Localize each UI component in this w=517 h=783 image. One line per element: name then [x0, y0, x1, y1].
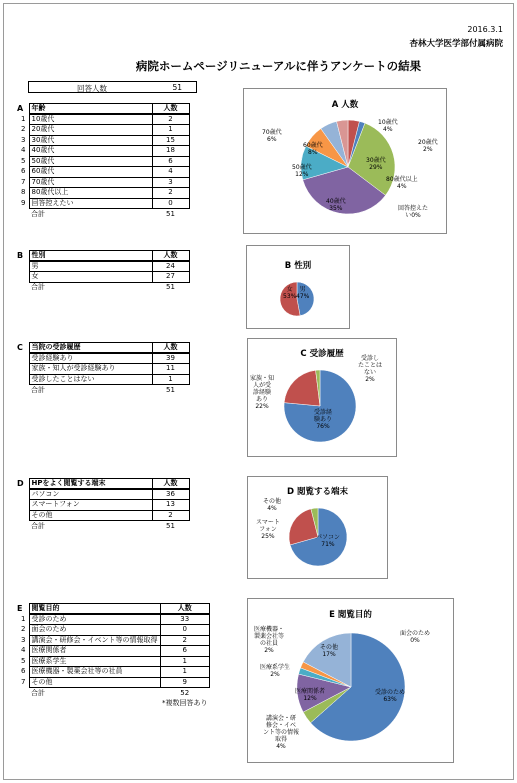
section-table-c — [18, 342, 190, 395]
row-label: 回答控えたい — [29, 198, 152, 209]
chart-e-label: 受診のため 63% — [375, 689, 406, 703]
table-row — [18, 500, 189, 511]
row-value: 9 — [160, 677, 210, 688]
row-value: 27 — [152, 272, 189, 283]
count-header: 人数 — [152, 104, 189, 115]
row-index: 6 — [21, 167, 26, 176]
chart-a-label: 10歳代 4% — [378, 119, 398, 133]
table-row — [18, 177, 189, 188]
row-label: 受診経験あり — [29, 353, 152, 364]
table-row — [18, 656, 210, 667]
count-header: 人数 — [152, 251, 189, 262]
table-row — [18, 625, 210, 636]
total-value: 51 — [166, 385, 175, 394]
row-value: 1 — [160, 667, 210, 678]
row-label: 50歳代 — [29, 156, 152, 167]
row-label: 家族・知人が受診経験あり — [29, 364, 152, 375]
chart-a-label: 50歳代 12% — [292, 164, 312, 178]
row-index: 7 — [21, 177, 26, 186]
total-label: 合計 — [31, 688, 45, 697]
chart-b-title: B 性別 — [284, 261, 312, 271]
table-header: 年齢 — [29, 104, 152, 115]
row-index: 6 — [21, 667, 26, 676]
row-index: 9 — [21, 198, 26, 207]
row-value: 1 — [160, 656, 210, 667]
table-row — [18, 167, 189, 178]
row-label: 女 — [29, 272, 152, 283]
document-date: 2016.3.1 — [467, 25, 503, 34]
chart-e-label: 医療関係者 12% — [295, 688, 326, 702]
row-index — [18, 261, 29, 272]
chart-a-label: 回答控えた い0% — [398, 205, 429, 219]
row-label: 男 — [29, 261, 152, 272]
row-index: 2 — [21, 625, 26, 634]
chart-e-label: 医療機器・ 製薬会社等 の社員 2% — [254, 626, 285, 654]
chart-a-label: 70歳代 6% — [262, 129, 282, 143]
chart-c-title: C 受診履歴 — [300, 349, 344, 359]
row-label: 講演会・研修会・イベント等の情報取得 — [29, 635, 160, 646]
chart-e-label: 医療系学生 2% — [260, 664, 291, 678]
row-label: 80歳代以上 — [29, 188, 152, 199]
chart-a-label: 20歳代 2% — [418, 139, 438, 153]
organization-name: 杏林大学医学部付属病院 — [409, 39, 503, 49]
chart-d-label: スマート フォン 25% — [256, 519, 280, 540]
total-value: 51 — [166, 521, 175, 530]
row-label: 医療機器・製薬会社等の社員 — [29, 667, 160, 678]
row-value: 0 — [152, 198, 189, 209]
chart-e-label: 面会のため 0% — [400, 630, 431, 644]
table-row — [18, 156, 189, 167]
table-row — [18, 125, 189, 136]
row-index: 4 — [21, 646, 26, 655]
row-index: 1 — [21, 614, 26, 623]
section-letter-e: E — [17, 604, 23, 613]
section-table-d — [18, 478, 190, 531]
row-label: パソコン — [29, 489, 152, 500]
row-value: 2 — [152, 510, 189, 521]
row-label: 40歳代 — [29, 146, 152, 157]
table-row — [18, 635, 210, 646]
row-index — [18, 353, 29, 364]
total-value: 52 — [180, 688, 190, 697]
row-index: 2 — [21, 125, 26, 134]
table-note: *複数回答あり — [162, 698, 208, 707]
row-label: 医療系学生 — [29, 656, 160, 667]
row-label: 受診のため — [29, 614, 160, 625]
count-header: 人数 — [152, 479, 189, 490]
row-value: 2 — [152, 188, 189, 199]
row-value: 4 — [152, 167, 189, 178]
chart-e-label: その他 17% — [320, 644, 339, 658]
row-index: 7 — [21, 677, 26, 686]
chart-d-label: その他 4% — [263, 498, 282, 512]
respondents-label: 回答人数 — [77, 84, 107, 93]
total-value: 51 — [166, 209, 175, 218]
total-label: 合計 — [31, 521, 45, 530]
document-title: 病院ホームページリニューアルに伴うアンケートの結果 — [135, 59, 422, 73]
row-index — [18, 364, 29, 375]
count-header: 人数 — [160, 604, 210, 615]
chart-b-label: 女 53% — [283, 286, 297, 300]
table-row — [18, 198, 189, 209]
row-label: その他 — [29, 677, 160, 688]
row-label: 医療関係者 — [29, 646, 160, 657]
row-label: 60歳代 — [29, 167, 152, 178]
row-value: 11 — [152, 364, 189, 375]
section-table-a — [18, 103, 190, 219]
row-value: 2 — [160, 635, 210, 646]
section-table-e — [18, 603, 210, 709]
row-index: 4 — [21, 146, 26, 155]
row-index: 5 — [21, 656, 26, 665]
chart-c-label: 受診し たことは ない 2% — [358, 355, 383, 383]
chart-b-label: 男 47% — [296, 286, 310, 300]
respondents-value: 51 — [172, 83, 182, 92]
table-header: 閲覧目的 — [29, 604, 160, 615]
table-row — [18, 146, 189, 157]
table-row — [18, 510, 189, 521]
table-header: 当院の受診履歴 — [29, 343, 152, 354]
row-index — [18, 500, 29, 511]
row-label: 受診したことはない — [29, 374, 152, 385]
row-value: 6 — [160, 646, 210, 657]
row-label: 面会のため — [29, 625, 160, 636]
chart-a-label: 30歳代 29% — [366, 157, 386, 171]
row-value: 2 — [152, 114, 189, 125]
total-label: 合計 — [31, 209, 45, 218]
row-index — [18, 510, 29, 521]
row-index — [18, 489, 29, 500]
table-row — [18, 364, 189, 375]
chart-d-title: D 閲覧する端末 — [286, 487, 348, 497]
total-label: 合計 — [31, 283, 45, 291]
section-letter-a: A — [17, 104, 24, 113]
row-label: 20歳代 — [29, 125, 152, 136]
total-label: 合計 — [31, 385, 45, 394]
row-value: 13 — [152, 500, 189, 511]
row-value: 6 — [152, 156, 189, 167]
table-row — [18, 353, 189, 364]
row-label: その他 — [29, 510, 152, 521]
chart-a-label: 80歳代以上 4% — [386, 176, 418, 190]
table-row — [18, 489, 189, 500]
respondents-box — [28, 81, 197, 93]
chart-e-label: 講演会・研 修会・イベ ント等の情報 取得 4% — [263, 715, 300, 750]
row-index: 5 — [21, 156, 26, 165]
row-value: 1 — [152, 125, 189, 136]
row-index: 3 — [21, 135, 26, 144]
row-index: 1 — [21, 114, 26, 123]
chart-a-label: 40歳代 35% — [326, 198, 346, 212]
table-row — [18, 667, 210, 678]
table-row — [18, 614, 210, 625]
section-letter-b: B — [17, 251, 24, 260]
row-index: 3 — [21, 635, 26, 644]
chart-c-label: 家族・知 人が受 診経験 あり 22% — [250, 375, 275, 410]
row-value: 33 — [160, 614, 210, 625]
row-value: 1 — [152, 374, 189, 385]
chart-e-title: E 閲覧目的 — [329, 610, 372, 620]
table-header: 性別 — [29, 251, 152, 262]
row-value: 3 — [152, 177, 189, 188]
table-row — [18, 114, 189, 125]
row-value: 0 — [160, 625, 210, 636]
chart-a-label: 60歳代 8% — [303, 142, 323, 156]
row-value: 24 — [152, 261, 189, 272]
table-row — [18, 272, 189, 283]
section-table-b — [18, 250, 190, 293]
row-label: 10歳代 — [29, 114, 152, 125]
row-index — [18, 272, 29, 283]
pie-slice — [284, 370, 320, 406]
row-index: 8 — [21, 188, 26, 197]
table-row — [18, 188, 189, 199]
chart-c-label: 受診経 験あり 76% — [314, 409, 333, 430]
table-row — [18, 135, 189, 146]
row-value: 39 — [152, 353, 189, 364]
table-header: HPをよく閲覧する端末 — [29, 479, 152, 490]
row-value: 18 — [152, 146, 189, 157]
row-label: スマートフォン — [29, 500, 152, 511]
row-index — [18, 374, 29, 385]
row-label: 70歳代 — [29, 177, 152, 188]
section-letter-c: C — [17, 343, 23, 352]
table-row — [18, 261, 189, 272]
row-value: 15 — [152, 135, 189, 146]
row-label: 30歳代 — [29, 135, 152, 146]
row-value: 36 — [152, 489, 189, 500]
table-row — [18, 374, 189, 385]
section-letter-d: D — [17, 479, 24, 488]
table-row — [18, 677, 210, 688]
chart-a-title: A 人数 — [331, 100, 359, 110]
count-header: 人数 — [152, 343, 189, 354]
chart-d-label: パソコン 71% — [316, 534, 340, 548]
table-row — [18, 646, 210, 657]
total-value: 51 — [166, 283, 175, 291]
